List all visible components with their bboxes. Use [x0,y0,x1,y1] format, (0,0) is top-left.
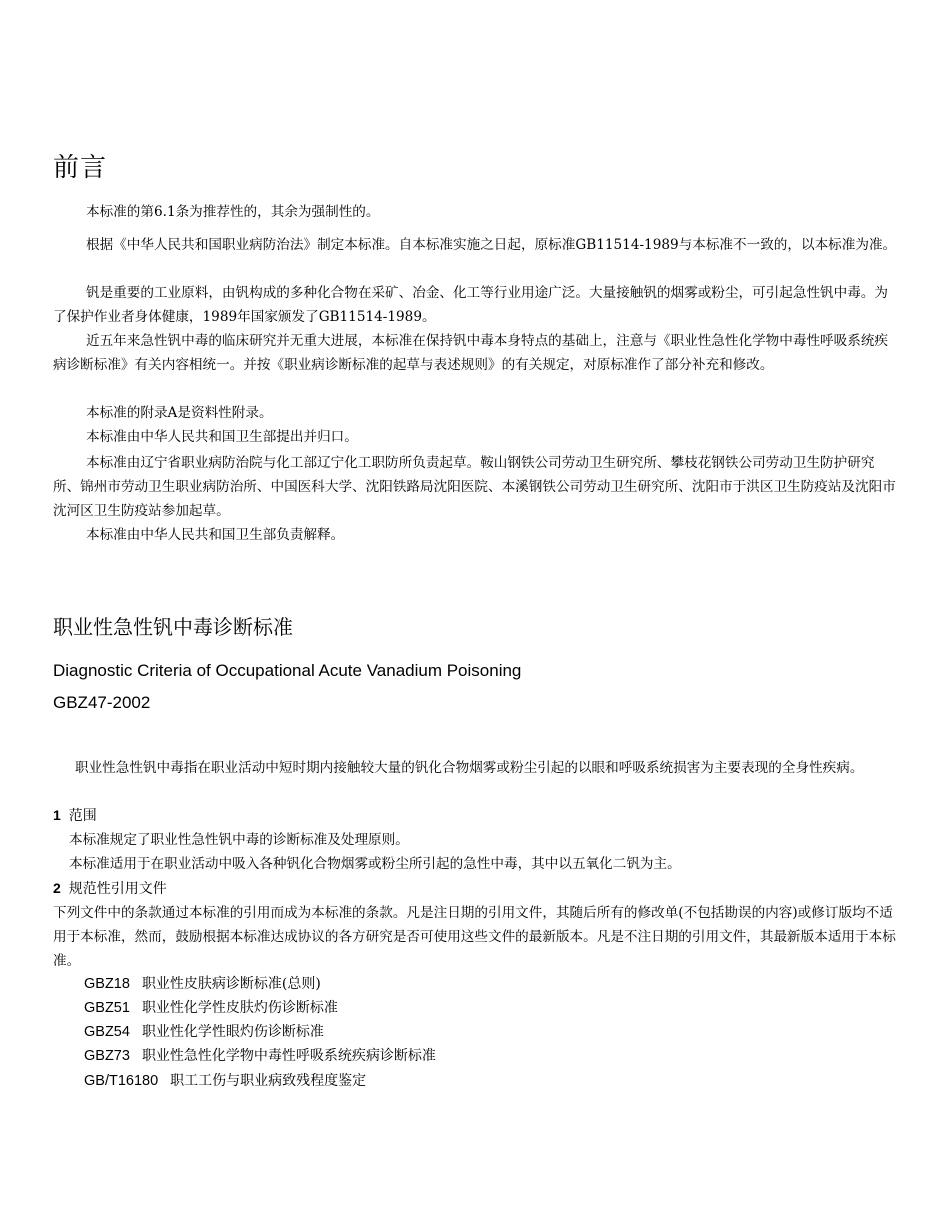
reference-name: 职业性急性化学物中毒性呼吸系统疾病诊断标准 [141,1048,436,1064]
reference-item [84,996,338,1020]
reference-code: GBZ73 [84,1048,130,1064]
standard-code: GBZ47-2002 [53,693,151,712]
section2-heading [53,876,167,901]
section-number: 2 [53,880,61,896]
section-title: 范围 [68,808,97,824]
section1-heading [53,803,97,828]
preface-paragraph: 根据《中华人民共和国职业病防治法》制定本标准。自本标准实施之日起，原标准GB11514-1989与本标准不一致的，以本标准为准。 [86,237,897,253]
reference-code: GBZ51 [84,1000,130,1016]
preface-paragraph: 本标准的附录A是资料性附录。 [86,405,273,421]
section-title: 规范性引用文件 [68,881,167,897]
reference-item [84,1020,324,1044]
reference-name: 职业性化学性眼灼伤诊断标准 [141,1024,324,1040]
preface-paragraph: 钒是重要的工业原料，由钒构成的多种化合物在采矿、冶金、化工等行业用途广泛。大量接触钒的烟雾或粉尘，可引起急性钒中毒。为了保护作业者身体健康，1989年国家颁发了GB11514-1989。 [53,285,889,325]
preface-paragraph: 近五年来急性钒中毒的临床研究并无重大进展，本标准在保持钒中毒本身特点的基础上，注意与《职业性急性化学物中毒性呼吸系统疾病诊断标准》有关内容相统一。并按《职业病诊断标准的起草与表述规则》的有关规定，对原标准作了部分补充和修改。 [53,333,889,373]
reference-name: 职业性化学性皮肤灼伤诊断标准 [141,1000,338,1016]
preface-paragraph: 本标准由中华人民共和国卫生部提出并归口。 [86,429,358,445]
section-number: 1 [53,807,61,823]
section1-paragraph: 本标准适用于在职业活动中吸入各种钒化合物烟雾或粉尘所引起的急性中毒，其中以五氧化二钒为主。 [69,856,681,872]
standard-title-en: Diagnostic Criteria of Occupational Acute Vanadium Poisoning [53,661,522,680]
preface-paragraph: 本标准的第6.1条为推荐性的，其余为强制性的。 [86,204,380,220]
section2-paragraph: 下列文件中的条款通过本标准的引用而成为本标准的条款。凡是注日期的引用文件，其随后所有的修改单(不包括勘误的内容)或修订版均不适用于本标准，然而，鼓励根据本标准达成协议的各方研究是否可使用这些文件的最新版本。凡是不注日期的引用文件，其最新版本适用于本标准。 [53,905,896,969]
reference-item [84,972,321,996]
standard-title-cn: 职业性急性钒中毒诊断标准 [53,615,293,639]
section1-paragraph: 本标准规定了职业性急性钒中毒的诊断标准及处理原则。 [69,832,409,848]
reference-code: GBZ18 [84,976,130,992]
preface-paragraph: 本标准由辽宁省职业病防治院与化工部辽宁化工职防所负责起草。鞍山钢铁公司劳动卫生研究所、攀枝花钢铁公司劳动卫生防护研究所、锦州市劳动卫生职业病防治所、中国医科大学、沈阳铁路局沈阳医院、本溪钢铁公司劳动卫生研究所、沈阳市于洪区卫生防疫站及沈阳市沈河区卫生防疫站参加起草。 [53,455,896,519]
reference-code: GB/T16180 [84,1073,159,1089]
reference-item [84,1069,366,1093]
preface-paragraph: 本标准由中华人民共和国卫生部负责解释。 [86,527,345,543]
preface-heading: 前言 [53,153,108,183]
reference-item [84,1044,436,1068]
standard-intro: 职业性急性钒中毒指在职业活动中短时期内接触较大量的钒化合物烟雾或粉尘引起的以眼和呼吸系统损害为主要表现的全身性疾病。 [75,760,864,776]
reference-code: GBZ54 [84,1024,130,1040]
reference-name: 职工工伤与职业病致残程度鉴定 [170,1073,367,1089]
reference-name: 职业性皮肤病诊断标准(总则) [141,976,321,992]
